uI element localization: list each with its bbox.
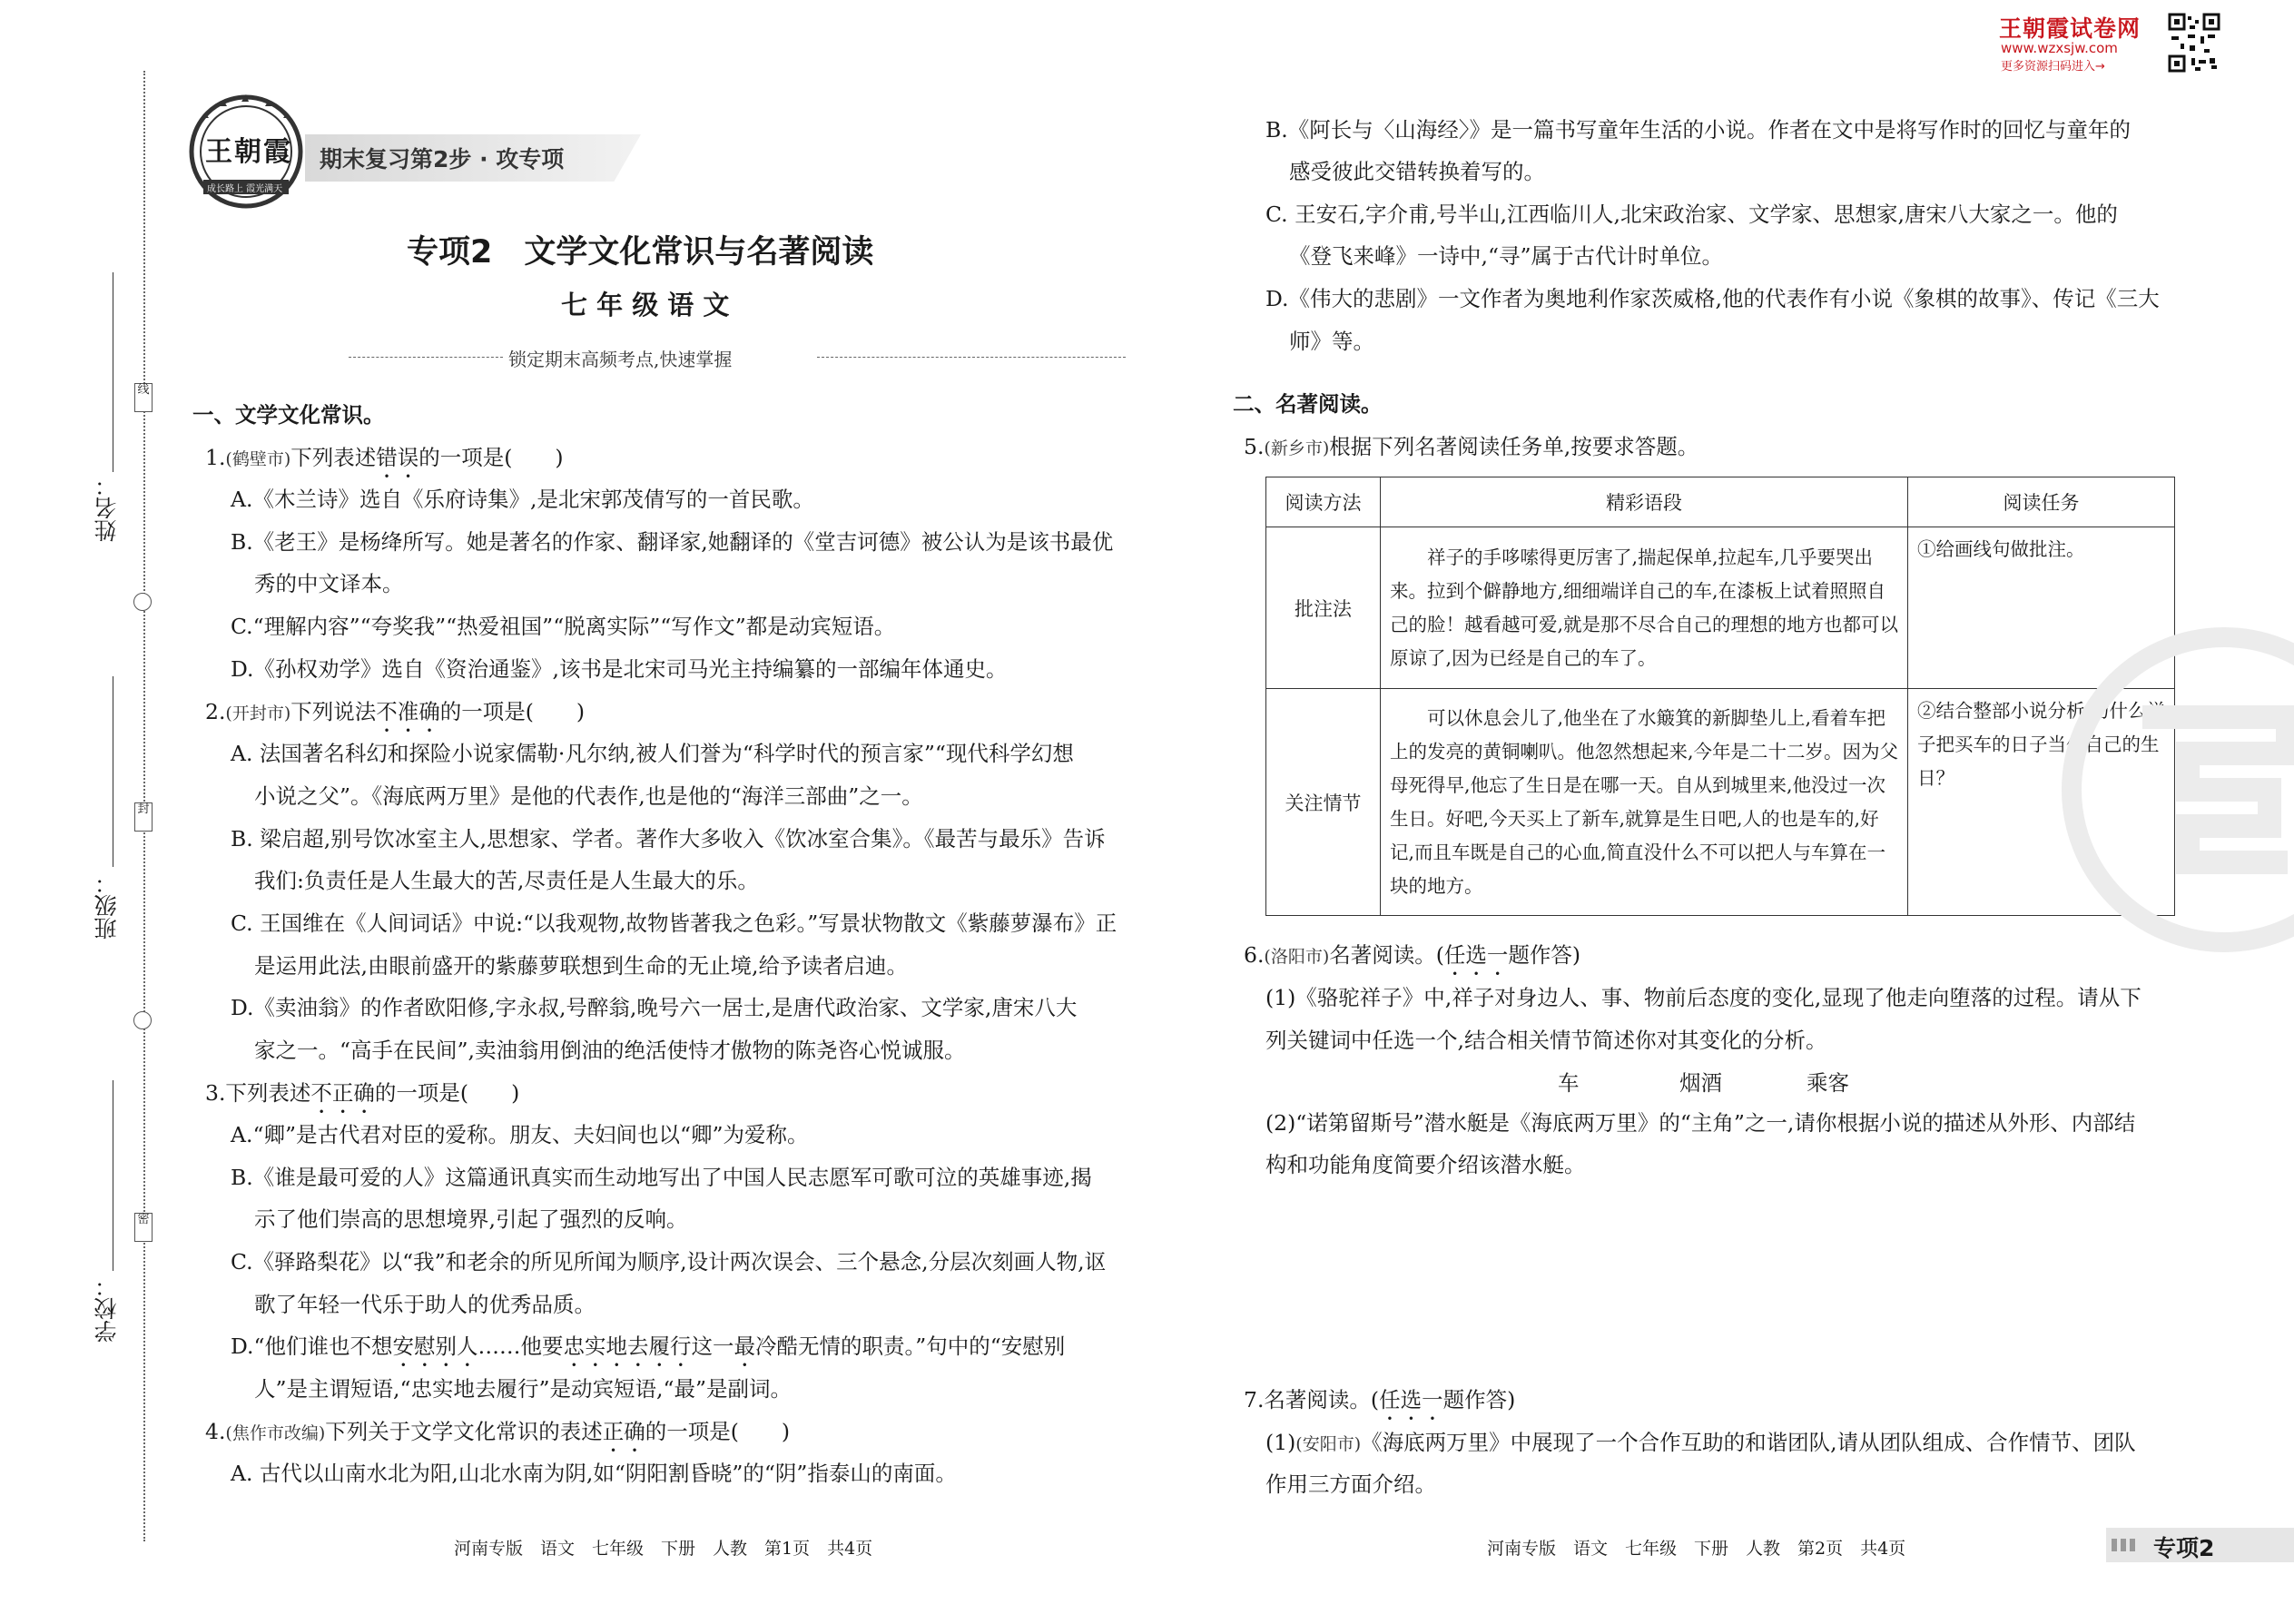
- option-2D: D.《卖油翁》的作者欧阳修,字永叔,号醉翁,晚号六一居士,是唐代政治家、文学家,唐宋八大: [231, 995, 1078, 1020]
- question-6-part2-cont: 构和功能角度简要介绍该潜水艇。: [1265, 1152, 1586, 1177]
- option-3C: C.《驿路梨花》以“我”和老余的所见所闻为顺序,设计两次误会、三个悬念,分层次刻画人物,讴: [231, 1249, 1107, 1275]
- option-4D: D.《伟大的悲剧》一文作者为奥地利作家茨威格,他的代表作有小说《象棋的故事》、传记《三大: [1265, 286, 2160, 311]
- seal-box-seal: 封: [134, 802, 153, 832]
- option-3D: D.“他们谁也不想安慰别人……他要忠实地去履行这一最冷酷无情的职责。”句中的“安慰别: [231, 1334, 1066, 1359]
- question-6-part2: (2)“诺第留斯号”潜水艇是《海底两万里》的“主角”之一,请你根据小说的描述从外形、内部结: [1265, 1110, 2136, 1136]
- section-heading: 二、名著阅读。: [1233, 391, 1383, 417]
- page-title: 专项2 文学文化常识与名著阅读: [407, 234, 874, 271]
- page-subtitle: 七 年 级 语 文: [561, 290, 730, 320]
- footer-left: 河南专版 语文 七年级 下册 人教 第1页 共4页: [454, 1539, 873, 1559]
- question-5: 5.(新乡市)根据下列名著阅读任务单,按要求答题。: [1244, 434, 1699, 459]
- table-cell-passage: 祥子的手哆嗦得更厉害了,揣起保单,拉起车,几乎要哭出来。拉到个僻静地方,细细端详自己的车,在漆板上试着照照自己的脸！越看越可爱,就是那不尽合自己的理想的地方也都可以原谅了,因为已经是自己的车了。: [1381, 527, 1908, 689]
- logo-slogan: 成长路上 霞光满天: [207, 184, 283, 194]
- option-4C-cont: 《登飞来峰》一诗中,“寻”属于古代计时单位。: [1289, 243, 1723, 269]
- name-label: 姓名：: [94, 474, 120, 542]
- option-2A-cont: 小说之父”。《海底两万里》是他的代表作,也是他的“海洋三部曲”之一。: [254, 783, 923, 809]
- tagline-rule-left: [349, 357, 503, 358]
- footer-tab-label: 专项2: [2153, 1535, 2215, 1561]
- question-3: 3.下列表述不正确的一项是( ): [205, 1080, 520, 1106]
- table-row: [1266, 527, 2175, 689]
- option-3B: B.《谁是最可爱的人》这篇通讯真实而生动地写出了中国人民志愿军可歌可泣的英雄事迹,揭: [231, 1165, 1092, 1190]
- seal-box-secret: 密: [134, 1213, 153, 1242]
- watermark-url: www.wzxsjw.com: [2001, 40, 2118, 56]
- reading-task-table: [1265, 477, 2175, 916]
- option-4A: A. 古代以山南水北为阳,山北水南为阴,如“阴阳割昏晓”的“阴”指泰山的南面。: [231, 1461, 957, 1486]
- option-3C-cont: 歌了年轻一代乐于助人的优秀品质。: [254, 1292, 596, 1317]
- class-label: 班级：: [94, 871, 120, 940]
- table-header: 阅读方法: [1266, 477, 1381, 527]
- watermark-seal-icon: [2061, 626, 2294, 953]
- option-2D-cont: 家之一。“高手在民间”,卖油翁用倒油的绝活使恃才傲物的陈尧咨心悦诚服。: [254, 1038, 966, 1063]
- question-1: 1.(鹤壁市)下列表述错误的一项是( ): [205, 445, 564, 470]
- keyword: 乘客: [1807, 1070, 1849, 1096]
- question-6-part1-cont: 列关键词中任选一个,结合相关情节简述你对其变化的分析。: [1265, 1028, 1827, 1053]
- question-4: 4.(焦作市改编)下列关于文学文化常识的表述正确的一项是( ): [205, 1419, 791, 1444]
- option-2B-cont: 我们:负责任是人生最大的苦,尽责任是人生最大的乐。: [254, 868, 759, 893]
- option-1D: D.《孙权劝学》选自《资治通鉴》,该书是北宋司马光主持编纂的一部编年体通史。: [231, 656, 1008, 682]
- watermark: [1994, 11, 2220, 74]
- option-3A: A.“卿”是古代君对臣的爱称。朋友、夫妇间也以“卿”为爱称。: [231, 1122, 809, 1147]
- option-2C-cont: 是运用此法,由眼前盛开的紫藤萝联想到生命的无止境,给予读者启迪。: [254, 953, 908, 979]
- section-heading: 一、文学文化常识。: [192, 402, 385, 428]
- logo-text: 王朝霞: [205, 136, 292, 168]
- banner-text: 期末复习第2步 · 攻专项: [320, 146, 565, 172]
- option-4C: C. 王安石,字介甫,号半山,江西临川人,北宋政治家、文学家、思想家,唐宋八大家之一。他的: [1265, 202, 2118, 227]
- qr-code-icon: [2168, 13, 2220, 73]
- option-4B-cont: 感受彼此交错转换着写的。: [1289, 159, 1545, 184]
- question-2: 2.(开封市)下列说法不准确的一项是( ): [205, 699, 586, 724]
- table-cell-method: 批注法: [1266, 527, 1381, 689]
- question-6-part1: (1)《骆驼祥子》中,祥子对身边人、事、物前后态度的变化,显现了他走向堕落的过程。请从下: [1265, 985, 2141, 1010]
- binding-hole-icon: [133, 1011, 152, 1029]
- option-4D-cont: 师》等。: [1289, 329, 1374, 354]
- option-1A: A.《木兰诗》选自《乐府诗集》,是北宋郭茂倩写的一首民歌。: [231, 487, 814, 512]
- table-header-row: [1266, 477, 2175, 527]
- question-7-part1-cont: 作用三方面介绍。: [1265, 1471, 1436, 1497]
- binding-hole-icon: [133, 593, 152, 611]
- tagline-rule-right: [817, 357, 1126, 358]
- option-2C: C. 王国维在《人间词话》中说:“以我观物,故物皆著我之色彩。”写景状物散文《紫藤萝瀑布》正: [231, 910, 1117, 936]
- option-2A: A. 法国著名科幻和探险小说家儒勒·凡尔纳,被人们誉为“科学时代的预言家”“现代科学幻想: [231, 741, 1074, 766]
- table-cell-method: 关注情节: [1266, 689, 1381, 916]
- school-label: 学校：: [94, 1275, 120, 1343]
- table-cell-passage: 可以休息会儿了,他坐在了水簸箕的新脚垫儿上,看着车把上的发亮的黄铜喇叭。他忽然想起来,今年是二十二岁。因为父母死得早,他忘了生日是在哪一天。自从到城里来,他没过一次生日。好吧,今天买上了新车,就算是生日吧,人的也是车的,好记,而且车既是自己的心血,简直没什么不可以把人与车算在一块的地方。: [1381, 689, 1908, 916]
- option-3D-cont: 人”是主谓短语,“忠实地去履行”是动宾短语,“最”是副词。: [254, 1376, 793, 1402]
- seal-box-line: 线: [134, 383, 153, 412]
- table-header: 阅读任务: [1908, 477, 2175, 527]
- keyword: 车: [1558, 1070, 1580, 1096]
- footer-tab-dots: [2112, 1539, 2139, 1551]
- tagline: 锁定期末高频考点,快速掌握: [508, 349, 733, 370]
- brand-logo: [187, 93, 305, 211]
- table-header: 精彩语段: [1381, 477, 1908, 527]
- keyword: 烟酒: [1679, 1070, 1722, 1096]
- option-3B-cont: 示了他们崇高的思想境界,引起了强烈的反响。: [254, 1206, 688, 1232]
- question-7: 7.名著阅读。(任选一题作答): [1244, 1387, 1516, 1412]
- table-cell-task: ②结合整部小说分析,为什么祥子把买车的日子当作自己的生日？: [1908, 689, 2175, 916]
- option-4B: B.《阿长与〈山海经〉》是一篇书写童年生活的小说。作者在文中是将写作时的回忆与童年的: [1265, 117, 2131, 143]
- option-1B: B.《老王》是杨绛所写。她是著名的作家、翻译家,她翻译的《堂吉诃德》被公认为是该书最优: [231, 529, 1114, 555]
- watermark-note: 更多资源扫码进入→: [2001, 60, 2105, 74]
- watermark-brand: 王朝霞试卷网: [1999, 15, 2141, 42]
- table-row: [1266, 689, 2175, 916]
- question-7-part1: (1)(安阳市)《海底两万里》中展现了一个合作互助的和谐团队,请从团队组成、合作情节、团队: [1265, 1430, 2136, 1455]
- footer-right: 河南专版 语文 七年级 下册 人教 第2页 共4页: [1487, 1539, 1906, 1559]
- question-6: 6.(洛阳市)名著阅读。(任选一题作答): [1244, 942, 1581, 968]
- option-1B-cont: 秀的中文译本。: [254, 571, 404, 596]
- option-1C: C.“理解内容”“夸奖我”“热爱祖国”“脱离实际”“写作文”都是动宾短语。: [231, 614, 896, 639]
- option-2B: B. 梁启超,别号饮冰室主人,思想家、学者。著作大多收入《饮冰室合集》。《最苦与最乐》告诉: [231, 826, 1106, 851]
- table-cell-task: ①给画线句做批注。: [1908, 527, 2175, 689]
